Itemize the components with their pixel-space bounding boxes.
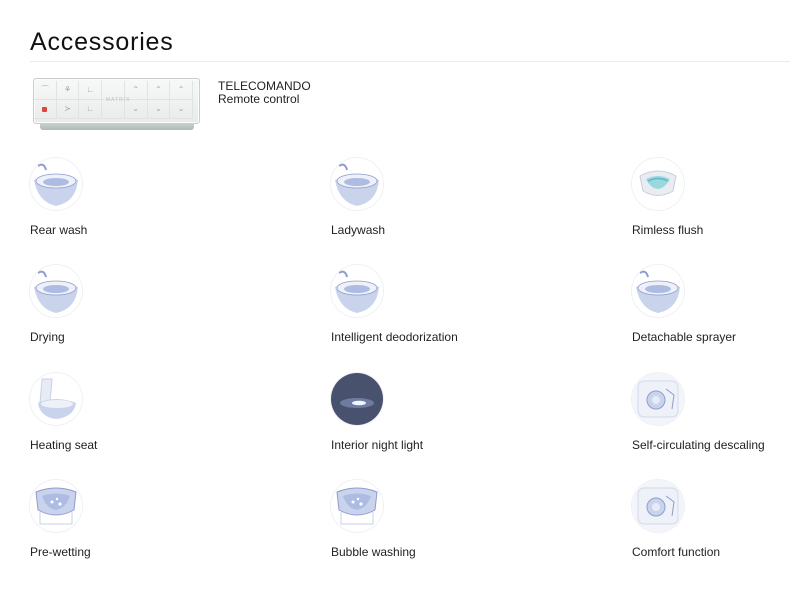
feature-label: Bubble washing (331, 545, 416, 559)
remote-control-image (30, 78, 202, 130)
feature-item (632, 158, 800, 248)
feature-label: Intelligent deodorization (331, 330, 458, 344)
feature-label: Pre-wetting (30, 545, 91, 559)
feature-label: Ladywash (331, 223, 386, 237)
pre-wetting-icon (30, 480, 82, 532)
rear-wash-icon (30, 158, 82, 210)
descaling-icon (632, 373, 684, 425)
feature-item (331, 480, 551, 570)
remote-down-icon: ⌄ (170, 100, 193, 119)
feature-label: Self-circulating descaling (632, 438, 765, 452)
feature-label: Rear wash (30, 223, 88, 237)
remote-dry-icon: ≻ (57, 100, 80, 119)
feature-item (632, 265, 800, 355)
feature-item (30, 158, 250, 248)
feature-label: Comfort function (632, 545, 721, 559)
feature-label: Drying (30, 330, 65, 344)
night-light-icon (331, 373, 383, 425)
heating-seat-icon (30, 373, 82, 425)
remote-base (40, 123, 194, 130)
remote-up-icon: ⌃ (125, 81, 148, 100)
remote-seat-icon: ∟ (79, 81, 102, 100)
ladywash-icon (331, 158, 383, 210)
remote-fan-icon: ⚘ (57, 81, 80, 100)
remote-subtitle: Remote control (218, 92, 300, 106)
remote-up-icon: ⌃ (170, 81, 193, 100)
deodorization-icon (331, 265, 383, 317)
bubble-washing-icon (331, 480, 383, 532)
comfort-function-icon (632, 480, 684, 532)
detachable-sprayer-icon (632, 265, 684, 317)
feature-item (632, 373, 800, 463)
feature-item (331, 265, 551, 355)
remote-seat-icon: ∟ (79, 100, 102, 119)
remote-stop-icon (34, 100, 57, 119)
drying-icon (30, 265, 82, 317)
remote-down-icon: ⌄ (148, 100, 171, 119)
rimless-flush-icon (632, 158, 684, 210)
feature-label: Detachable sprayer (632, 330, 737, 344)
feature-label: Rimless flush (632, 223, 704, 237)
remote-up-icon: ⌃ (148, 81, 171, 100)
feature-label: Interior night light (331, 438, 424, 452)
remote-wash-icon: ⌒ (34, 81, 57, 100)
feature-item (632, 480, 800, 570)
feature-item (30, 373, 250, 463)
remote-down-icon: ⌄ (125, 100, 148, 119)
page-title: Accessories (30, 28, 174, 56)
remote-caption (218, 80, 311, 106)
feature-item (30, 480, 250, 570)
feature-label: Heating seat (30, 438, 98, 452)
title-divider (30, 61, 790, 62)
feature-item (331, 373, 551, 463)
feature-item (331, 158, 551, 248)
remote-title: TELECOMANDO (218, 79, 311, 93)
remote-brand-logo: MATRIX (106, 97, 131, 103)
feature-item (30, 265, 250, 355)
